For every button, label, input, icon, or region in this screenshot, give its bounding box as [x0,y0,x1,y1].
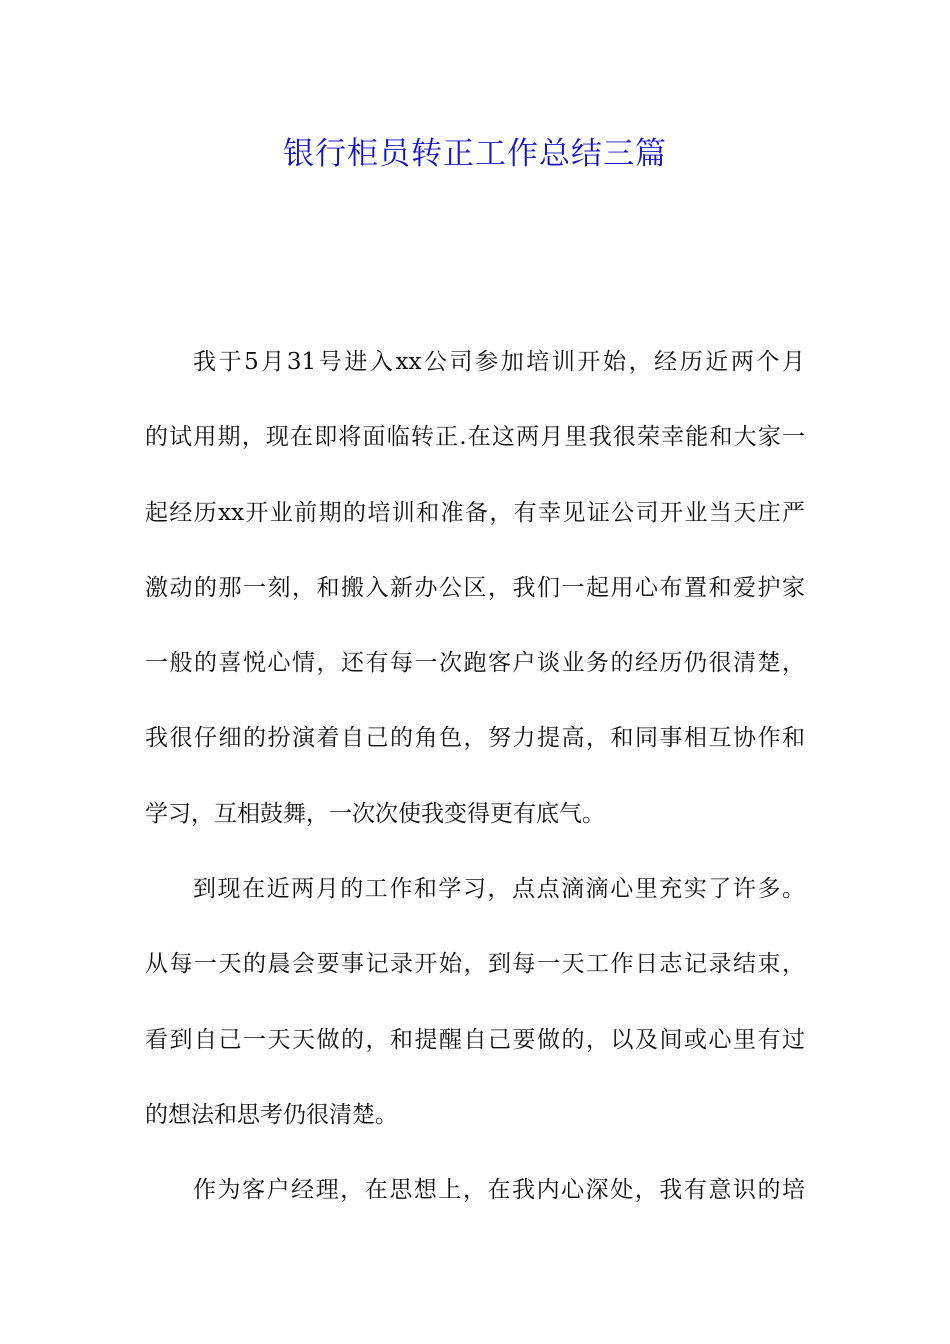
text-line: 作为客户经理，在思想上，在我内心深处，我有意识的培 [193,1177,805,1204]
text-line: 激动的那一刻，和搬入新办公区，我们一起用心布置和爱护家 [145,574,805,601]
text-line: 看到自己一天天做的，和提醒自己要做的，以及间或心里有过 [145,1026,805,1053]
text-line: 学习，互相鼓舞，一次次使我变得更有底气。 [145,800,605,827]
text-line: 到现在近两月的工作和学习，点点滴滴心里充实了许多。 [193,876,805,903]
document-body [145,325,805,1229]
text-line: 的试用期，现在即将面临转正.在这两月里我很荣幸能和大家一 [145,424,805,451]
text-line: 我很仔细的扮演着自己的角色，努力提高，和同事相互协作和 [145,725,805,752]
text-line: 的想法和思考仍很清楚。 [145,1101,398,1128]
text-line: 一般的喜悦心情，还有每一次跑客户谈业务的经历仍很清楚， [145,650,805,677]
text-line: 起经历xx开业前期的培训和准备，有幸见证公司开业当天庄严 [145,499,805,526]
document-title: 银行柜员转正工作总结三篇 [283,136,667,172]
text-line: 从每一天的晨会要事记录开始，到每一天工作日志记录结束， [145,951,805,978]
text-line: 我于5月31号进入xx公司参加培训开始，经历近两个月 [193,349,805,375]
